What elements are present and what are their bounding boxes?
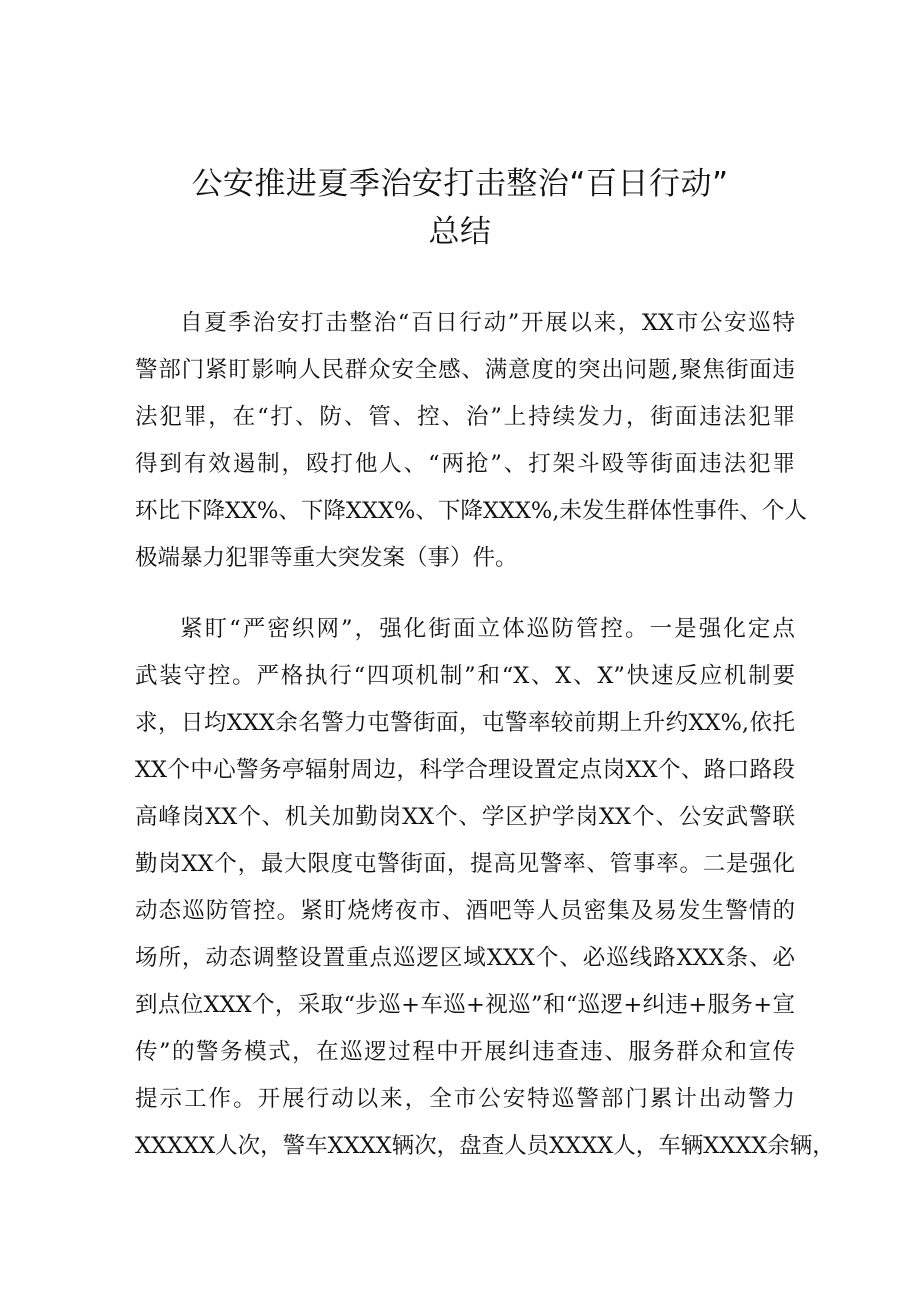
paragraph-gap: [135, 582, 795, 606]
paragraph-2: [135, 606, 835, 1170]
paragraph-line: 勤岗XX个，最大限度屯警街面，提高见警率、管事率。二是强化: [135, 851, 795, 877]
paragraph-line: 武装守控。严格执行“四项机制”和“X、X、X”快速反应机制要: [135, 663, 795, 689]
paragraph-line: 求，日均XXX余名警力屯警街面，屯警率较前期上升约XX%,依托: [135, 710, 795, 736]
paragraph-line: 紧盯“严密织网”，强化街面立体巡防管控。一是强化定点: [180, 616, 795, 642]
paragraph-line: 高峰岗XX个、机关加勤岗XX个、学区护学岗XX个、公安武警联: [135, 804, 795, 830]
paragraph-line: 自夏季治安打击整治“百日行动”开展以来，XX市公安巡特: [180, 310, 795, 336]
paragraph-line: 环比下降XX%、下降XXX%、下降XXX%,未发生群体性事件、个人: [135, 498, 807, 524]
paragraph-line: 极端暴力犯罪等重大突发案（事）件。: [135, 545, 518, 571]
paragraph-line: 传”的警务模式，在巡逻过程中开展纠违查违、服务群众和宣传: [135, 1039, 795, 1065]
document-title: [0, 160, 920, 256]
paragraph-line: 法犯罪，在“打、防、管、控、治”上持续发力，街面违法犯罪: [135, 404, 795, 430]
title-line-1: 公安推进夏季治安打击整治“百日行动”: [191, 166, 729, 202]
paragraph-line: 得到有效遏制，殴打他人、“两抢”、打架斗殴等街面违法犯罪: [135, 451, 795, 477]
paragraph-1: [135, 300, 807, 582]
paragraph-line: XX个中心警务亭辐射周边，科学合理设置定点岗XX个、路口路段: [135, 757, 795, 783]
document-body: [135, 300, 835, 1170]
paragraph-line: 到点位XXX个，采取“步巡+车巡+视巡”和“巡逻+纠违+服务+宣: [135, 992, 795, 1018]
paragraph-line: 场所，动态调整设置重点巡逻区域XXX个、必巡线路XXX条、必: [135, 945, 795, 971]
paragraph-line: 动态巡防管控。紧盯烧烤夜市、酒吧等人员密集及易发生警情的: [135, 898, 795, 924]
paragraph-line: XXXXX人次，警车XXXX辆次，盘查人员XXXX人，车辆XXXX余辆，: [135, 1133, 835, 1159]
paragraph-line: 警部门紧盯影响人民群众安全感、满意度的突出问题,聚焦街面违: [135, 357, 795, 383]
paragraph-line: 提示工作。开展行动以来，全市公安特巡警部门累计出动警力: [135, 1086, 795, 1112]
title-line-2: 总结: [428, 214, 492, 250]
